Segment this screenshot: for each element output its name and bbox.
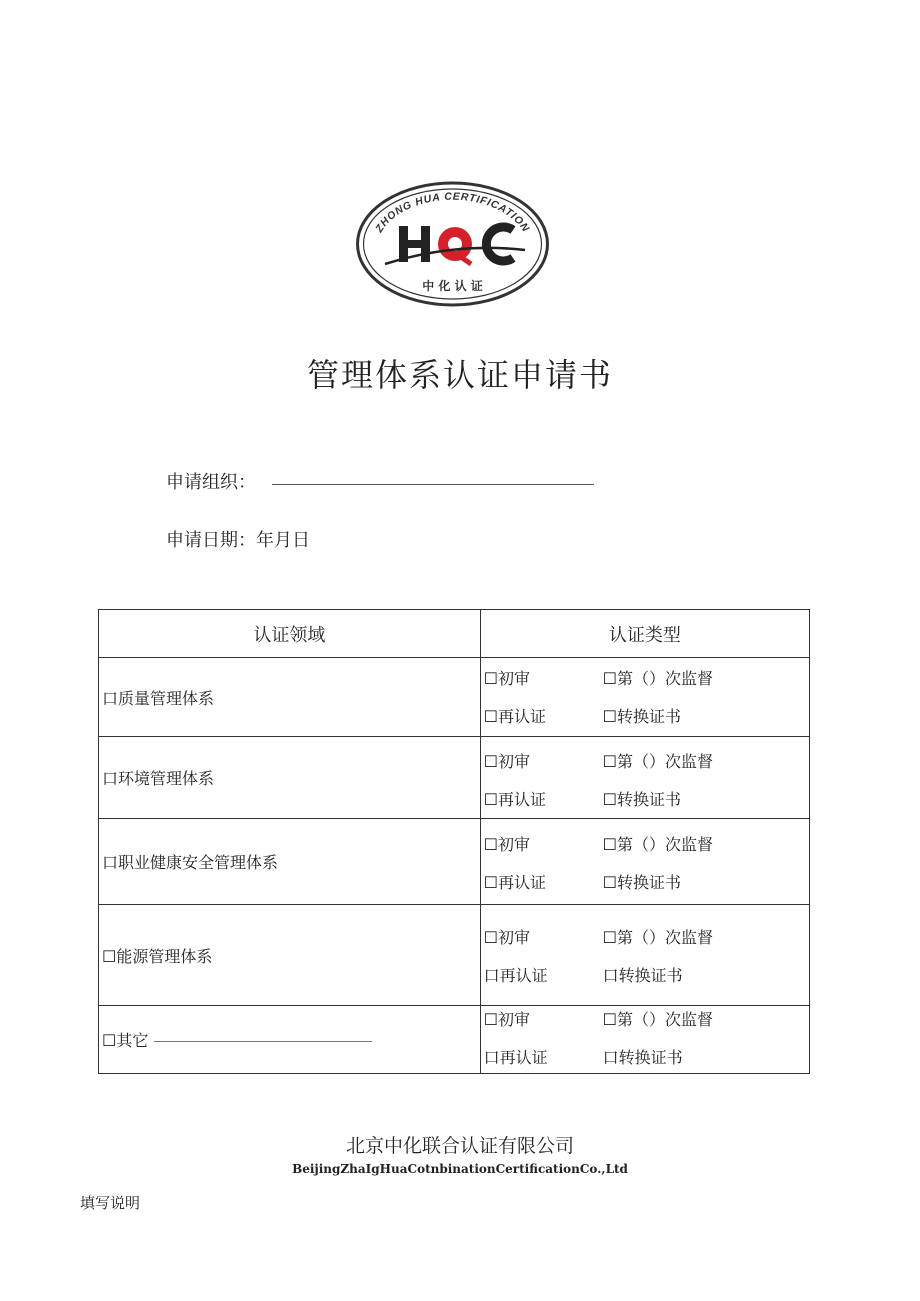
option-supervise[interactable]: ☐第（）次监督 (602, 752, 714, 771)
option-initial[interactable]: ☐初审 (483, 835, 531, 854)
company-name-cn: 北京中化联合认证有限公司 (345, 1135, 574, 1157)
option-recert[interactable]: ☐再认证 (483, 790, 547, 809)
domain-energy[interactable]: ☐能源管理体系 (99, 905, 481, 1006)
option-supervise[interactable]: ☐第（）次监督 (602, 669, 714, 688)
option-recert[interactable]: 口再认证 (483, 1048, 548, 1067)
option-initial[interactable]: ☐初审 (483, 1010, 531, 1029)
applicant-input-line[interactable] (272, 484, 594, 485)
option-transfer[interactable]: 口转换证书 (602, 1048, 683, 1067)
option-supervise[interactable]: ☐第（）次监督 (602, 1010, 714, 1029)
company-name-en: BeijingZhaIgHuaCotnbinationCertificationCo.,Ltd (292, 1162, 628, 1176)
logo-cn-text: 中 化 认 证 (422, 279, 483, 293)
certification-table (98, 609, 810, 1074)
apply-date-label: 申请日期：年月日 (166, 530, 310, 551)
document-title: 管理体系认证申请书 (306, 356, 613, 394)
domain-quality[interactable]: 口质量管理体系 (99, 658, 481, 737)
option-recert[interactable]: 口再认证 (483, 966, 548, 985)
option-recert[interactable]: ☐再认证 (483, 873, 547, 892)
option-recert[interactable]: ☐再认证 (483, 707, 547, 726)
domain-ohs[interactable]: 口职业健康安全管理体系 (99, 819, 481, 905)
option-initial[interactable]: ☐初审 (483, 669, 531, 688)
header-domain: 认证领域 (99, 610, 481, 658)
hqc-logo (355, 180, 550, 308)
fill-instructions-heading: 填写说明 (80, 1194, 141, 1212)
applicant-label: 申请组织： (166, 472, 256, 493)
option-transfer[interactable]: ☐转换证书 (602, 873, 682, 892)
option-transfer[interactable]: 口转换证书 (602, 966, 683, 985)
logo-arc-text: ZHONG HUA CERTIFICATION (373, 190, 532, 235)
option-supervise[interactable]: ☐第（）次监督 (602, 835, 714, 854)
domain-environment[interactable]: 口环境管理体系 (99, 737, 481, 819)
option-supervise[interactable]: ☐第（）次监督 (602, 928, 714, 947)
domain-other[interactable] (99, 1006, 481, 1074)
option-initial[interactable]: ☐初审 (483, 928, 531, 947)
domain-other-label: ☐其它 (102, 1031, 149, 1050)
other-input-line[interactable] (154, 1041, 372, 1042)
header-type: 认证类型 (480, 610, 809, 658)
option-initial[interactable]: ☐初审 (483, 752, 531, 771)
option-transfer[interactable]: ☐转换证书 (602, 707, 682, 726)
option-transfer[interactable]: ☐转换证书 (602, 790, 682, 809)
